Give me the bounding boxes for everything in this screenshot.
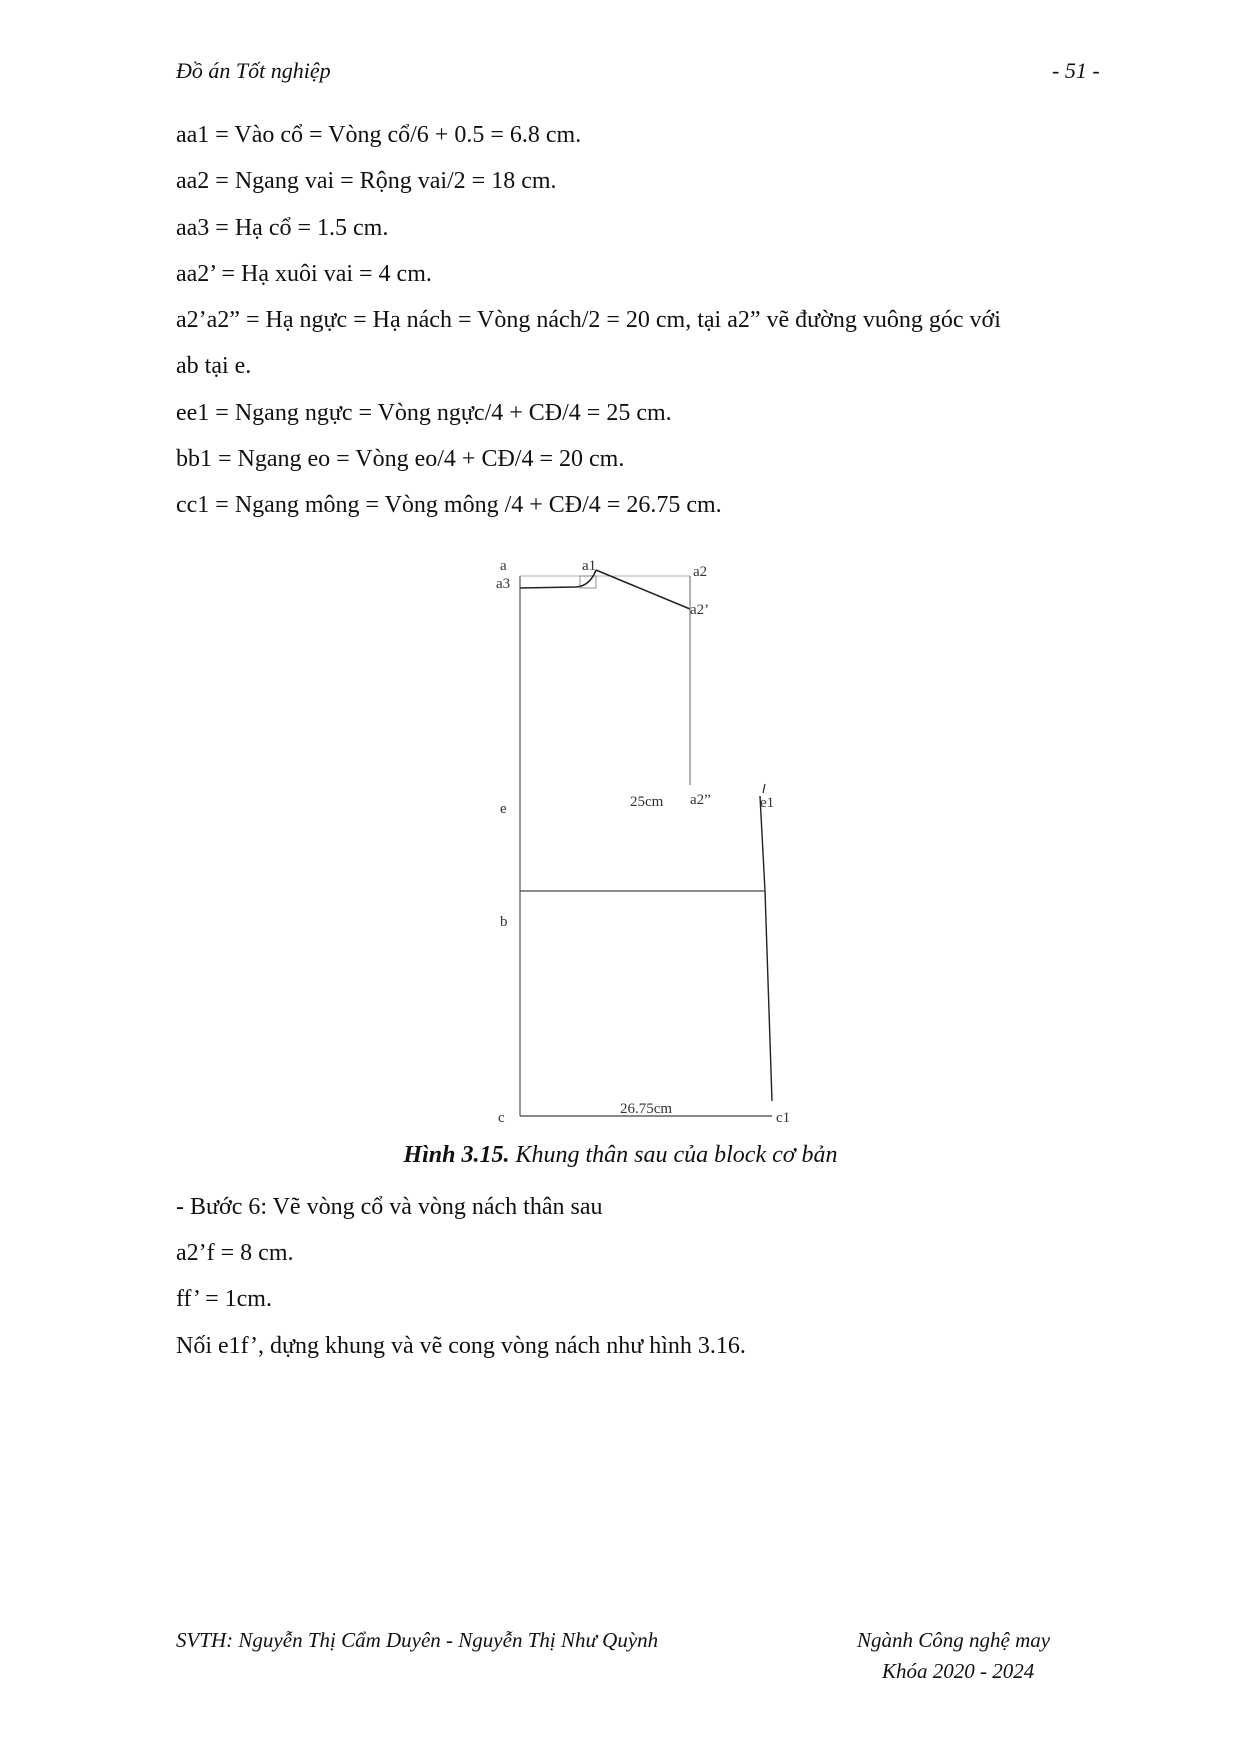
body-line: aa2’ = Hạ xuôi vai = 4 cm.	[176, 261, 432, 287]
label-a: a	[500, 558, 507, 574]
body-line: aa2 = Ngang vai = Rộng vai/2 = 18 cm.	[176, 168, 557, 194]
label-a2-double-prime: a2”	[690, 792, 711, 808]
header-title: Đồ án Tốt nghiệp	[176, 58, 331, 83]
body-line: ab tại e.	[176, 353, 252, 379]
label-a2-prime: a2’	[690, 602, 710, 618]
label-c: c	[498, 1110, 505, 1126]
label-c1: c1	[776, 1110, 791, 1126]
label-chest-dimension: 25cm	[630, 794, 664, 810]
body-line: a2’a2” = Hạ ngực = Hạ nách = Vòng nách/2 = 20 cm, tại a2” vẽ đường vuông góc với	[176, 307, 1001, 333]
header-page-number: - 51 -	[1052, 58, 1100, 83]
footer-authors: SVTH: Nguyễn Thị Cẩm Duyên - Nguyễn Thị Như Quỳnh	[176, 1628, 659, 1652]
label-hip-dimension: 26.75cm	[620, 1101, 673, 1117]
footer-course: Khóa 2020 - 2024	[882, 1659, 1035, 1683]
caption-text: Khung thân sau của block cơ bản	[509, 1142, 838, 1168]
body-line: bb1 = Ngang eo = Vòng eo/4 + CĐ/4 = 20 cm.	[176, 446, 625, 472]
label-a3: a3	[496, 576, 511, 592]
caption-number: Hình 3.15.	[403, 1142, 510, 1168]
footer-major: Ngành Công nghệ may	[857, 1628, 1051, 1652]
body-line: cc1 = Ngang mông = Vòng mông /4 + CĐ/4 = 26.75 cm.	[176, 492, 722, 518]
body-line: Nối e1f’, dựng khung và vẽ cong vòng nách như hình 3.16.	[176, 1333, 746, 1359]
e1-tick	[763, 784, 765, 793]
back-bodice-frame-diagram	[480, 556, 840, 1136]
label-a1: a1	[582, 558, 597, 574]
label-e: e	[500, 801, 507, 817]
label-a2: a2	[693, 564, 708, 580]
body-line: aa3 = Hạ cổ = 1.5 cm.	[176, 215, 389, 241]
body-line: - Bước 6: Vẽ vòng cổ và vòng nách thân sau	[176, 1194, 603, 1220]
figure-caption	[0, 1142, 1241, 1169]
pattern-figure	[480, 556, 840, 1136]
body-line: ee1 = Ngang ngực = Vòng ngực/4 + CĐ/4 = 25 cm.	[176, 400, 672, 426]
body-line: ff’ = 1cm.	[176, 1286, 272, 1312]
body-line: aa1 = Vào cổ = Vòng cổ/6 + 0.5 = 6.8 cm.	[176, 122, 582, 148]
label-e1: e1	[760, 795, 775, 811]
body-line: a2’f = 8 cm.	[176, 1240, 294, 1266]
side-seam-lower	[765, 891, 772, 1101]
label-b: b	[500, 914, 508, 930]
